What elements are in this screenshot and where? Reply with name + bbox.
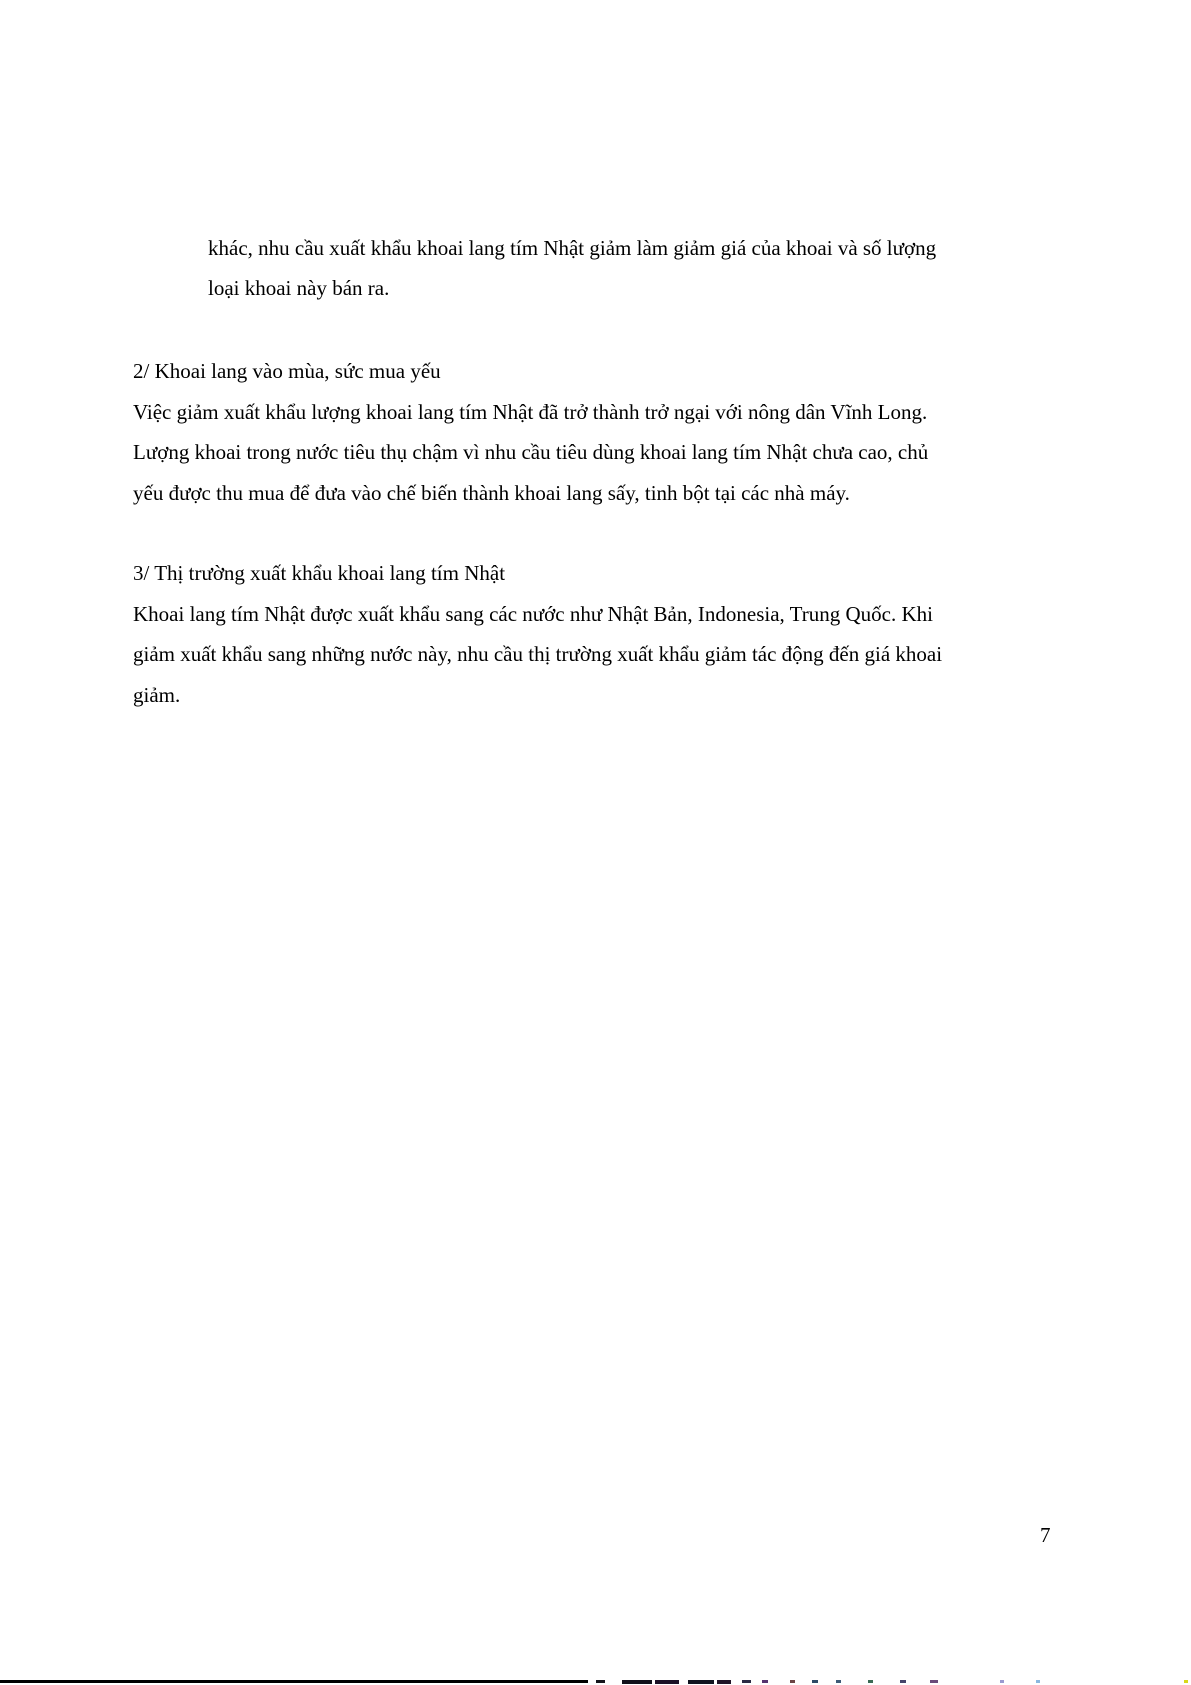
strip-segment bbox=[742, 1680, 751, 1683]
text-line: giảm xuất khẩu sang những nước này, nhu cầu thị trường xuất khẩu giảm tác động đến giá khoai bbox=[133, 642, 943, 666]
text-line: khác, nhu cầu xuất khẩu khoai lang tím Nhật giảm làm giảm giá của khoai và số lượng bbox=[208, 236, 937, 260]
text-line: Lượng khoai trong nước tiêu thụ chậm vì nhu cầu tiêu dùng khoai lang tím Nhật chưa cao, chủ bbox=[133, 440, 929, 464]
strip-segment bbox=[1184, 1680, 1188, 1683]
section-2 bbox=[133, 351, 1073, 513]
text-line: Việc giảm xuất khẩu lượng khoai lang tím Nhật đã trở thành trở ngại với nông dân Vĩnh Long. bbox=[133, 399, 928, 424]
text-line: giảm. bbox=[133, 682, 181, 707]
section-2-heading: 2/ Khoai lang vào mùa, sức mua yếu bbox=[133, 359, 441, 383]
paragraph-continuation bbox=[133, 228, 1073, 308]
strip-segment bbox=[900, 1680, 906, 1683]
strip-segment bbox=[622, 1680, 652, 1684]
strip-segment bbox=[790, 1680, 795, 1683]
text-line: loại khoai này bán ra. bbox=[208, 276, 390, 300]
strip-segment bbox=[812, 1680, 818, 1683]
text-line: yếu được thu mua để đưa vào chế biến thành khoai lang sấy, tinh bột tại các nhà máy. bbox=[133, 480, 850, 505]
strip-segment bbox=[1036, 1680, 1040, 1683]
strip-segment bbox=[0, 1680, 588, 1683]
strip-segment bbox=[596, 1680, 605, 1683]
section-3-heading: 3/ Thị trường xuất khẩu khoai lang tím Nhật bbox=[133, 561, 506, 585]
strip-segment bbox=[655, 1680, 679, 1684]
strip-segment bbox=[836, 1680, 841, 1683]
text-line: Khoai lang tím Nhật được xuất khẩu sang các nước như Nhật Bản, Indonesia, Trung Quốc. Khi bbox=[133, 601, 933, 626]
strip-segment bbox=[868, 1680, 873, 1683]
bottom-strip bbox=[0, 1679, 1191, 1685]
strip-segment bbox=[717, 1680, 731, 1684]
strip-segment bbox=[762, 1680, 768, 1683]
strip-segment bbox=[688, 1680, 714, 1684]
page-number: 7 bbox=[1040, 1523, 1051, 1547]
strip-segment bbox=[930, 1680, 938, 1683]
section-3 bbox=[133, 553, 1073, 715]
strip-segment bbox=[1000, 1680, 1004, 1683]
